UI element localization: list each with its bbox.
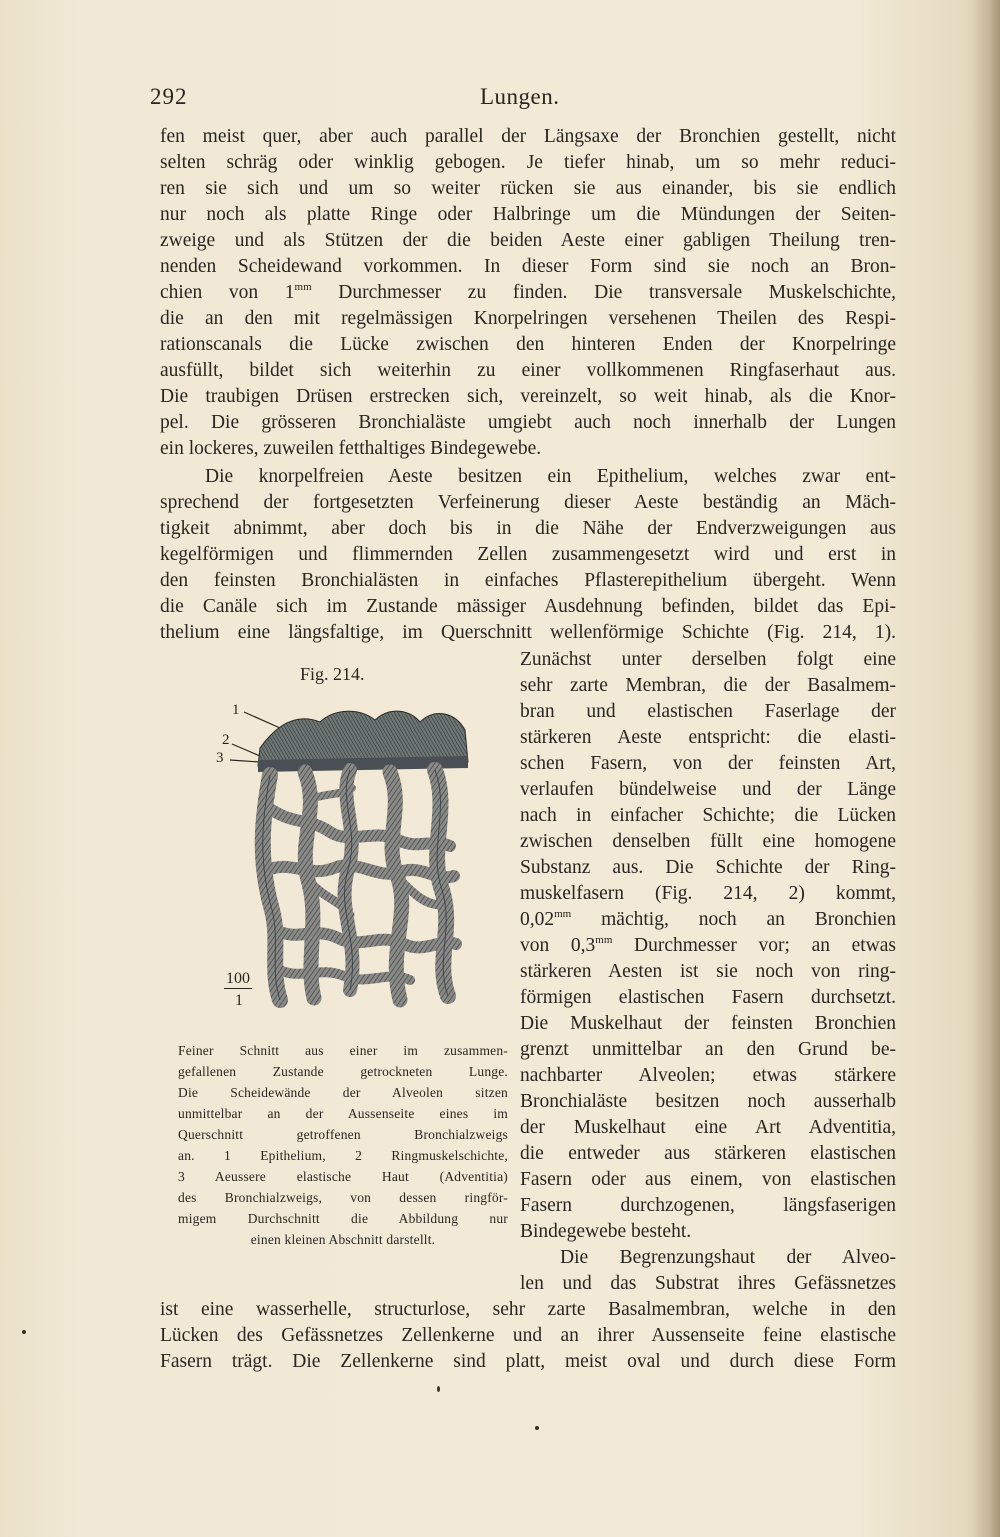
- text-line: stärkeren Aesten ist sie noch von ring-: [520, 961, 896, 982]
- figure-label-1: 1: [232, 702, 240, 718]
- text-line: pel. Die grösseren Bronchialäste umgiebt auch noch innerhalb der Lungen: [160, 412, 896, 433]
- caption-line: Querschnitt getroffenen Bronchialzweigs: [178, 1127, 508, 1142]
- text-line: Die knorpelfreien Aeste besitzen ein Epithelium, welches zwar ent-: [205, 466, 896, 487]
- text-line: ist eine wasserhelle, structurlose, sehr zarte Basalmembran, welche in den: [160, 1299, 896, 1320]
- text-line: Substanz aus. Die Schichte der Ring-: [520, 857, 896, 878]
- text-line: die an den mit regelmässigen Knorpelringen versehenen Theilen des Respi-: [160, 308, 896, 329]
- text-line: sprechend der fortgesetzten Verfeinerung dieser Aeste beständig an Mäch-: [160, 492, 896, 513]
- text-line: Bindegewebe besteht.: [520, 1221, 692, 1242]
- text-line: Die Muskelhaut der feinsten Bronchien: [520, 1013, 896, 1034]
- text-line: kegelförmigen und flimmernden Zellen zusammengesetzt wird und erst in: [160, 544, 896, 565]
- page-edge-shadow: [972, 0, 1000, 1537]
- text-line: rationscanals die Lücke zwischen den hinteren Enden der Knorpelringe: [160, 334, 896, 355]
- text-line: Zunächst unter derselben folgt eine: [520, 649, 896, 670]
- text-line: Bronchialäste besitzen noch ausserhalb: [520, 1091, 896, 1112]
- caption-line: migem Durchschnitt die Abbildung nur: [178, 1211, 508, 1226]
- caption-line: an. 1 Epithelium, 2 Ringmuskelschichte,: [178, 1148, 508, 1163]
- text-line: ausfüllt, bildet sich weiterhin zu einer vollkommenen Ringfaserhaut aus.: [160, 360, 896, 381]
- text-line: bran und elastischen Faserlage der: [520, 701, 896, 722]
- figure-label-2: 2: [222, 732, 230, 748]
- text-line: len und das Substrat ihres Gefässnetzes: [520, 1273, 896, 1294]
- caption-line: Feiner Schnitt aus einer im zusammen-: [178, 1043, 508, 1058]
- text-line: von $0,3^{mm}$ Durchmesser vor; an etwas: [520, 934, 896, 956]
- text-line: thelium eine längsfaltige, im Querschnitt wellenförmige Schichte (Fig. 214, 1).: [160, 622, 896, 643]
- text-line: sehr zarte Membran, die der Basalmem-: [520, 675, 896, 696]
- text-line: Die Begrenzungshaut der Alveo-: [560, 1247, 896, 1268]
- caption-line: Die Scheidewände der Alveolen sitzen: [178, 1085, 508, 1100]
- text-line: förmigen elastischen Fasern durchsetzt.: [520, 987, 896, 1008]
- text-line: grenzt unmittelbar an den Grund be-: [520, 1039, 896, 1060]
- text-line: Fasern durchzogenen, längsfaserigen: [520, 1195, 896, 1216]
- text-line: selten schräg oder winklig gebogen. Je tiefer hinab, um so mehr reduci-: [160, 152, 896, 173]
- page-number: 292: [150, 84, 188, 109]
- text-line: der Muskelhaut eine Art Adventitia,: [520, 1117, 896, 1138]
- magnification-numerator: 100: [226, 970, 250, 987]
- text-line: ein lockeres, zuweilen fetthaltiges Bindegewebe.: [160, 438, 542, 459]
- text-line: den feinsten Bronchialästen in einfaches Pflasterepithelium übergeht. Wenn: [160, 570, 896, 591]
- figure-214-illustration: [210, 700, 510, 1020]
- text-line: stärkeren Aeste entspricht: die elasti-: [520, 727, 896, 748]
- text-line: zwischen denselben füllt eine homogene: [520, 831, 896, 852]
- text-line: ren sie sich und um so weiter rücken sie aus einander, bis sie endlich: [160, 178, 896, 199]
- text-line: tigkeit abnimmt, aber doch bis in die Nähe der Endverzweigungen aus: [160, 518, 896, 539]
- caption-line: des Bronchialzweigs, von dessen ringför-: [178, 1190, 508, 1205]
- text-line: muskelfasern (Fig. 214, 2) kommt,: [520, 883, 896, 904]
- caption-line: unmittelbar an der Aussenseite eines im: [178, 1106, 508, 1121]
- text-line: schen Fasern, von der feinsten Art,: [520, 753, 896, 774]
- paper-speck: [535, 1426, 539, 1430]
- magnification-denominator: 1: [235, 992, 243, 1009]
- caption-line: 3 Aeussere elastische Haut (Adventitia): [178, 1169, 508, 1184]
- figure-label-3: 3: [216, 750, 224, 766]
- paper-speck: [437, 1386, 440, 1392]
- text-line: nachbarter Alveolen; etwas stärkere: [520, 1065, 896, 1086]
- text-line: die entweder aus stärkeren elastischen: [520, 1143, 896, 1164]
- text-line: Lücken des Gefässnetzes Zellenkerne und an ihrer Aussenseite feine elastische: [160, 1325, 896, 1346]
- text-line: nur noch als platte Ringe oder Halbringe um die Mündungen der Seiten-: [160, 204, 896, 225]
- caption-line: gefallenen Zustande getrockneten Lunge.: [178, 1064, 508, 1079]
- running-title: Lungen.: [480, 84, 560, 109]
- text-line: die Canäle sich im Zustande mässiger Ausdehnung befinden, bildet das Epi-: [160, 596, 896, 617]
- text-line: nach in einfacher Schichte; die Lücken: [520, 805, 896, 826]
- page-header: [150, 84, 900, 118]
- text-line: chien von $1^{mm}$ Durchmesser zu finden. Die transversale Muskelschichte,: [160, 281, 896, 303]
- text-line: Fasern trägt. Die Zellenkerne sind platt, meist oval und durch diese Form: [160, 1351, 896, 1372]
- text-line: verlaufen bündelweise und der Länge: [520, 779, 896, 800]
- caption-line: einen kleinen Abschnitt darstellt.: [250, 1232, 436, 1247]
- paper-speck: [22, 1330, 26, 1334]
- text-line: zweige und als Stützen der die beiden Aeste einer gabligen Theilung tren-: [160, 230, 896, 251]
- text-line: nenden Scheidewand vorkommen. In dieser Form sind sie noch an Bron-: [160, 256, 896, 277]
- text-line: Die traubigen Drüsen erstrecken sich, vereinzelt, so weit hinab, als die Knor-: [160, 386, 896, 407]
- figure-title: Fig. 214.: [300, 664, 365, 684]
- text-line: $0,02^{mm}$ mächtig, noch an Bronchien: [520, 908, 896, 930]
- alveolar-tissue-drawing: [210, 700, 510, 1020]
- text-line: Fasern oder aus einem, von elastischen: [520, 1169, 896, 1190]
- text-line: fen meist quer, aber auch parallel der Längsaxe der Bronchien gestellt, nicht: [160, 126, 896, 147]
